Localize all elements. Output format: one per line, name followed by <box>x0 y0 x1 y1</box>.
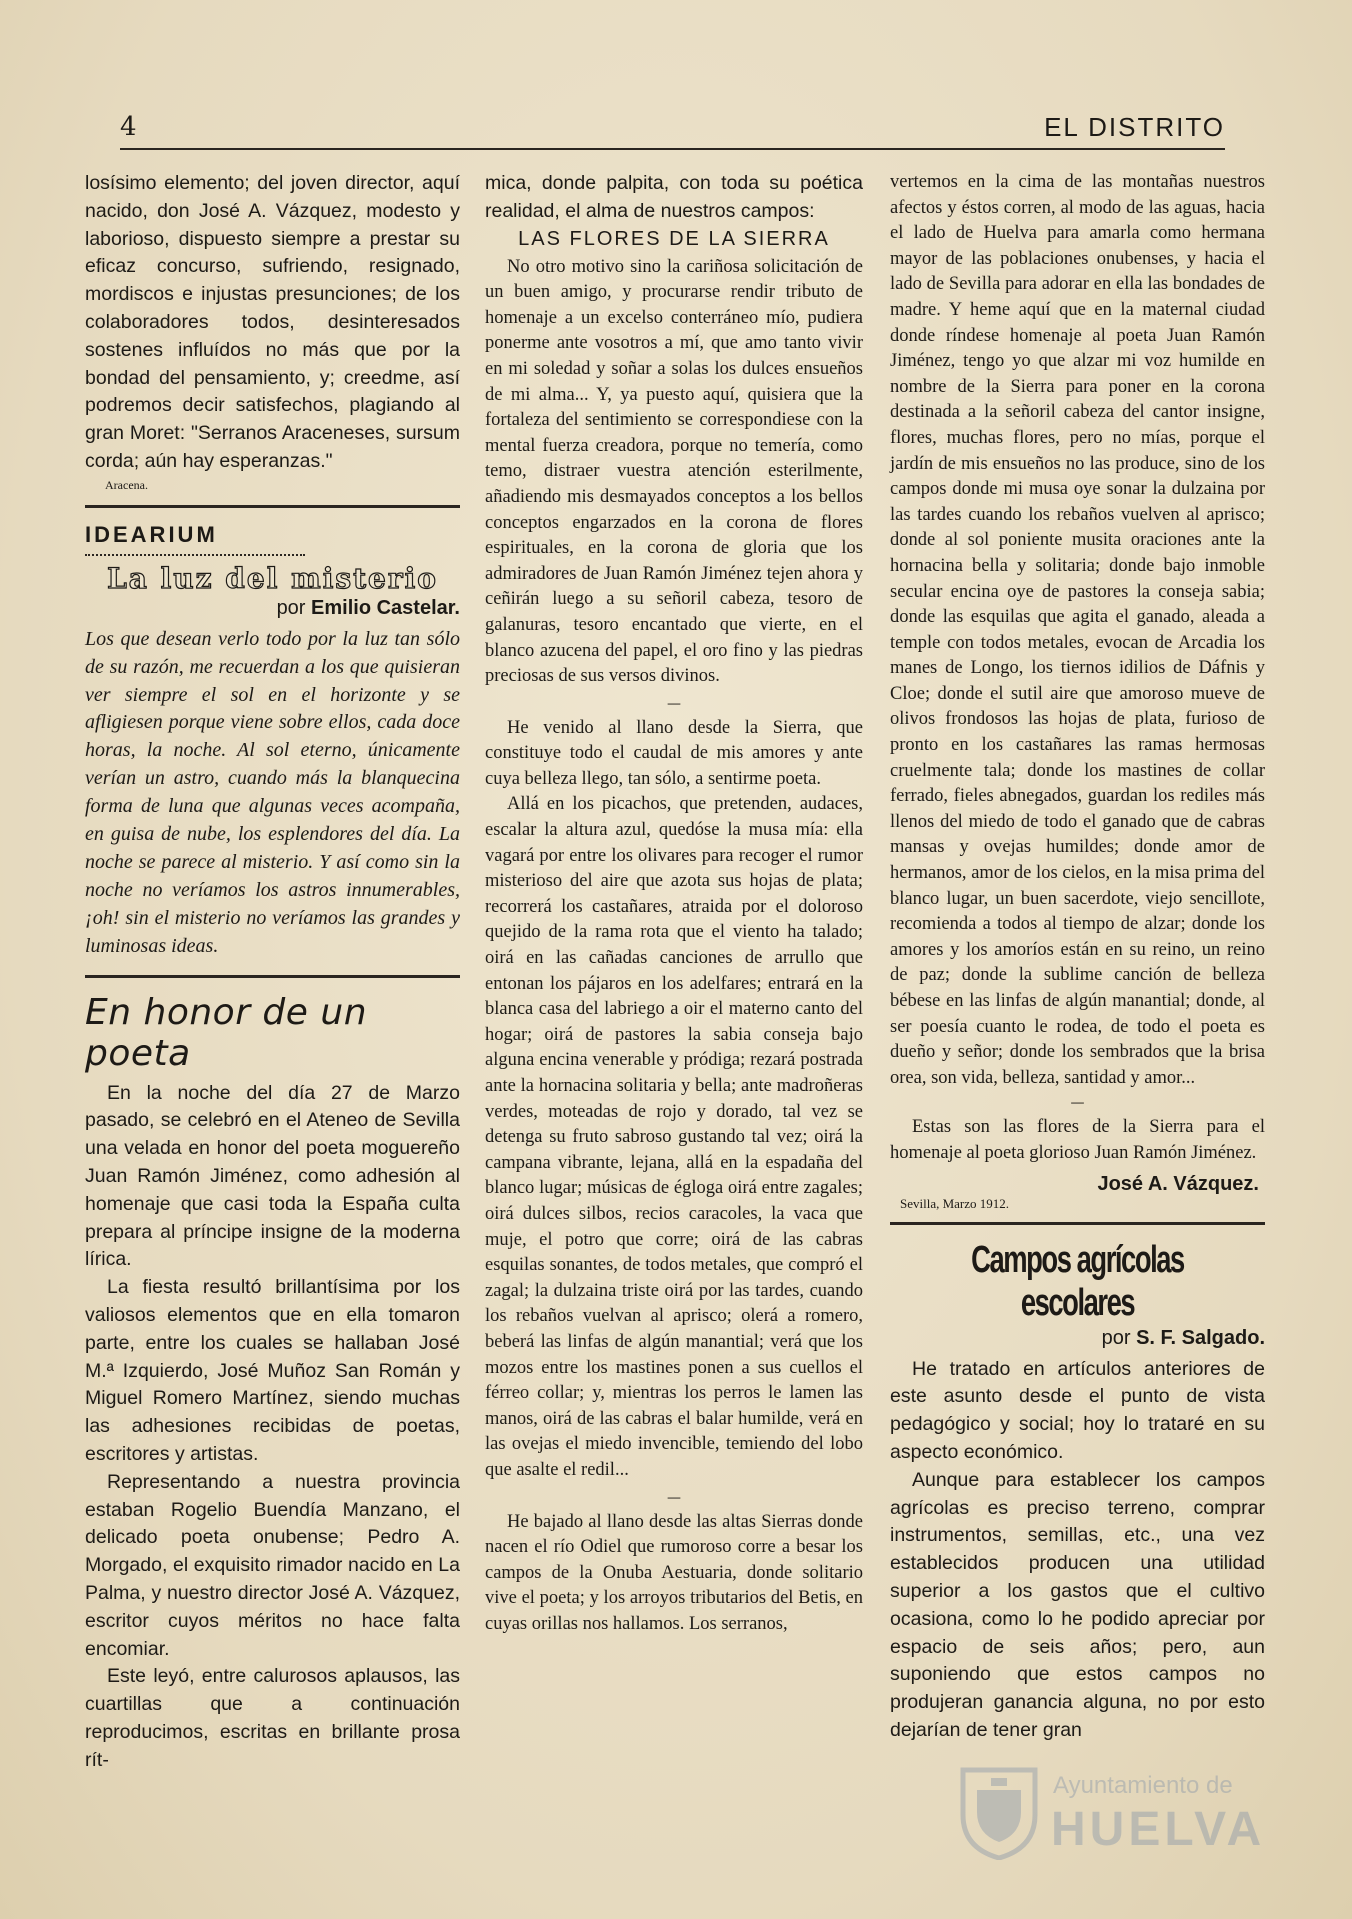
separator-dash: — <box>667 695 681 712</box>
italic-paragraph: Los que desean verlo todo por la luz tan sólo de su razón, me recuerdan a los que quisieran ver siempre el sol en el horizonte y se afligiesen porque viene sobre ellos, cada doce horas, la noche. Al sol eterno, únicamente verían un astro, cuando más la blanquecina forma de luna que algunas veces acompaña, en guisa de nube, los esplendores del día. La noche se parece al misterio. Y así como sin la noche no veríamos los astros innumerables, ¡oh! sin el misterio no veríamos las grandes y luminosas ideas. <box>85 627 460 957</box>
signature-date: Sevilla, Marzo 1912. <box>900 1195 1010 1211</box>
flores-continued-paragraph: vertemos en la cima de las montañas nuestros afectos y éstos corren, al modo de las aguas, hacia el lado de Huelva para amarla como hermana mayor de las poblaciones onubenses, y hacia el lado de Sevilla para adorar en ella las bondades de madre. Y heme aquí que en la maternal ciudad donde ríndese homenaje al poeta Juan Ramón Jiménez, tengo yo que alzar mi voz humilde en nombre de la Sierra para poner en la corona destinada a la señoril cabeza del cantor insigne, flores, muchas flores, pero no mías, porque el jardín de mis ensueños no las produce, sino de los campos donde mi musa oye sonar la dulzaina por las tardes cuando los rebaños vuelven al aprisco; donde al sol poniente musita oraciones ante la hornacina bella y solitaria; donde bajo inmoble secular encina oye de pastores la conseja sabia; donde las esquilas que agita el ganado, aleada a temple con todos metales, evocan de Arcadia los manes de Longo, los tiernos idilios de Dáfnis y Cloe; donde el sutil aire que amoroso mueve de olivos frondosos las hojas de plata, furioso de pronto en los castañares las ramas hermosas cruelmente tala; donde los mastines de collar ferrado, fieles abnegados, guardan los rediles más llenos del miedo de todo el ganado que de cabras mansas y ovejas humildes; donde amor de hermanos, amor de los cielos, en la misa prima del blanco lugar, un buen sacerdote, viejo sencillote, recomienda a todos al tiempo de alzar; donde los amores y los amoríos están en su reino, un reino de paz; donde la sublime canción de belleza bébese en las linfas de algún manantial; donde, al ser poesía cuanto le rodea, de todo el poeta es dueño y señor; donde los sembrados que la brisa orea, son vida, belleza, santidad y amor... <box>890 172 1265 1088</box>
flores-closing-paragraph: Estas son las flores de la Sierra para el homenaje al poeta glorioso Juan Ramón Jiménez. <box>890 1117 1265 1163</box>
byline-prefix: por <box>276 596 306 619</box>
campos-paragraph: He tratado en artículos anteriores de este asunto desde el punto de vista pedagógico y social; hoy lo trataré en su aspecto económico. <box>890 1357 1265 1463</box>
dotted-divider <box>85 554 305 556</box>
intro-signature: Aracena. <box>105 477 148 492</box>
column-right <box>890 170 1265 1745</box>
newspaper-name: EL DISTRITO <box>1044 112 1225 142</box>
separator-dash: — <box>1070 1095 1085 1112</box>
section-divider <box>890 1222 1265 1225</box>
lead-paragraph: mica, donde palpita, con toda su poética realidad, el alma de nuestros campos: <box>485 172 863 222</box>
watermark-line2: HUELVA <box>1051 1803 1266 1856</box>
honor-paragraph: La fiesta resultó brillantísima por los valiosos elementos que en ella tomaron parte, entre los cuales se hallaban José M.ª Izquierdo, José Muñoz San Román y Miguel Romero Martínez, siendo muchas las adhesiones recibidas de poetas, escritores y artistas. <box>85 1276 460 1465</box>
byline-author: S. F. Salgado. <box>1136 1326 1265 1349</box>
watermark-line1: Ayuntamiento de <box>1053 1772 1233 1799</box>
flores-paragraph: He bajado al llano desde las altas Sierras donde nacen el río Odiel que rumoroso corre a besar los campos de la Onuba Aestuaria, donde solitario vive el poeta; y los arroyos tributarios del Betis, en cuyas orillas nos hallamos. Los serranos, <box>485 1511 863 1634</box>
article-title-luz: La luz del misterio <box>107 561 438 595</box>
honor-paragraph: Este leyó, entre calurosos aplausos, las cuartillas que a continuación reproducimos, escritas en brillante prosa rít- <box>85 1665 460 1771</box>
flores-paragraph: He venido al llano desde la Sierra, que constituye todo el caudal de mis amores y ante cuya belleza llego, tan sólo, a sentirme poeta. <box>485 717 863 789</box>
byline-prefix: por <box>1101 1326 1131 1349</box>
honor-paragraph: En la noche del día 27 de Marzo pasado, se celebró en el Ateneo de Sevilla una velada en honor del poeta moguereño Juan Ramón Jiménez, como adhesión al homenaje que casi toda la España culta prepara al príncipe insigne de la moderna lírica. <box>85 1081 460 1271</box>
section-divider <box>85 975 460 978</box>
intro-paragraph: losísimo elemento; del joven director, aquí nacido, don José A. Vázquez, modesto y laborioso, dispuesto siempre a prestar su eficaz concurso, sufriendo, resignado, mordiscos e injustas presunciones; de los colaboradores todos, desinteresados sostenes influídos no más que por la bondad del pensamiento, y; creedme, así podremos decir satisfechos, plagiando al gran Moret: "Serranos Araceneses, sursum corda; aún hay esperanzas." <box>85 172 460 472</box>
page-header <box>120 108 1225 150</box>
section-label-idearium: IDEARIUM <box>85 521 218 547</box>
byline-castelar <box>85 597 460 620</box>
byline-author: Emilio Castelar. <box>311 596 460 619</box>
watermark <box>955 1758 1285 1868</box>
column-left <box>85 170 460 1775</box>
campos-paragraph: Aunque para establecer los campos agrícolas es preciso terreno, comprar instrumentos, semillas, etc., una vez establecidos producen una utilidad superior a los gastos que el cultivo ocasiona, como lo he podido apreciar por espacio de seis años; pero, aun suponiendo que estos campos no produjeran ganancia alguna, no por esto dejarían de tener gran <box>890 1468 1265 1741</box>
column-middle <box>485 170 863 1637</box>
article-title-campos: Campos agrícolas escolares <box>971 1238 1184 1324</box>
separator-dash: — <box>667 1489 681 1506</box>
section-divider <box>85 505 460 508</box>
article-title-honor: En honor de un poeta <box>85 991 368 1074</box>
flores-paragraph: No otro motivo sino la cariñosa solicitación de un buen amigo, y procurarse rendir tributo de homenaje a un excelso conterráneo mío, pudiera ponerme ante vosotros a mí, que amo tanto vivir en mi soledad y soñar a solas los dulces ensueños de mi alma... Y, ya puesto aquí, quisiera que la fortaleza del sentimiento se correspondiese con la mental fuerza creadora, porque no temería, como temo, distraer vuestra atención esterilmente, añadiendo mis desmayados conceptos a los bellos conceptos engarzados en la corona de flores espirituales, en la corona de gloria que los admiradores de Juan Ramón Jiménez tejen ahora y ceñirán luego a su señoril cabeza, tesoro de galanuras, tesoro encantado que vierte, en el blanco azucena del papel, el oro fino y las piedras preciosas de sus versos divinos. <box>485 256 863 687</box>
honor-paragraph: Representando a nuestra provincia estaban Rogelio Buendía Manzano, el delicado poeta onubense; Pedro A. Morgado, el exquisito rimador nacido en La Palma, y nuestro director José A. Vázquez, escritor cuyos méritos no hace falta encomiar. <box>85 1470 460 1660</box>
page-number: 4 <box>120 112 137 142</box>
signature-vazquez: José A. Vázquez. <box>1097 1172 1259 1195</box>
article-title-flores: LAS FLORES DE LA SIERRA <box>518 227 830 250</box>
flores-paragraph: Allá en los picachos, que pretenden, audaces, escalar la altura azul, quedóse la musa mía: ella vagará por entre los olivares para recoger el rumor misterioso del aire que azota sus hojas de plata; recorrerá los castañares, atraida por el doloroso quejido de la rama rota que el viento ha talado; oirá en las cañadas canciones de arrullo que entonan los pájaros en los adelfares; entrará en la blanca casa del labriego a oir el materno canto del hogar; oirá de pastores la sabia conseja bajo alguna encina venerable y pródiga; rezará postrada ante la hornacina solitaria y bella; ante madroñeras verdes, moteadas de rojo y dorado, tal vez se detenga su fruto sabroso gustando tal vez; oirá la campana vibrante, lejana, allá en la espadaña del blanco lugar; músicas de égloga oirá entre zagales; oirá dulces silbos, recios caracoles, la vaca que muje, el potro que corre; oirá de las cabras esquilas sonantes, de todos metales, que compró el zagal; la dulzaina triste oirá por las tardes, cuando los rebaños vuelvan al aprisco; olerá a romero, beberá las linfas de algún manantial; verá que los mozos entre los mastines ponen a sus cuellos el férreo collar; y, mientras los perros le lamen las manos, oirá de las cabras el balar humilde, verá en las ovejas el miedo invencible, temiendo del lobo que asalte el redil... <box>485 794 863 1480</box>
city-crest-icon <box>955 1760 1043 1860</box>
byline-salgado <box>890 1327 1265 1350</box>
